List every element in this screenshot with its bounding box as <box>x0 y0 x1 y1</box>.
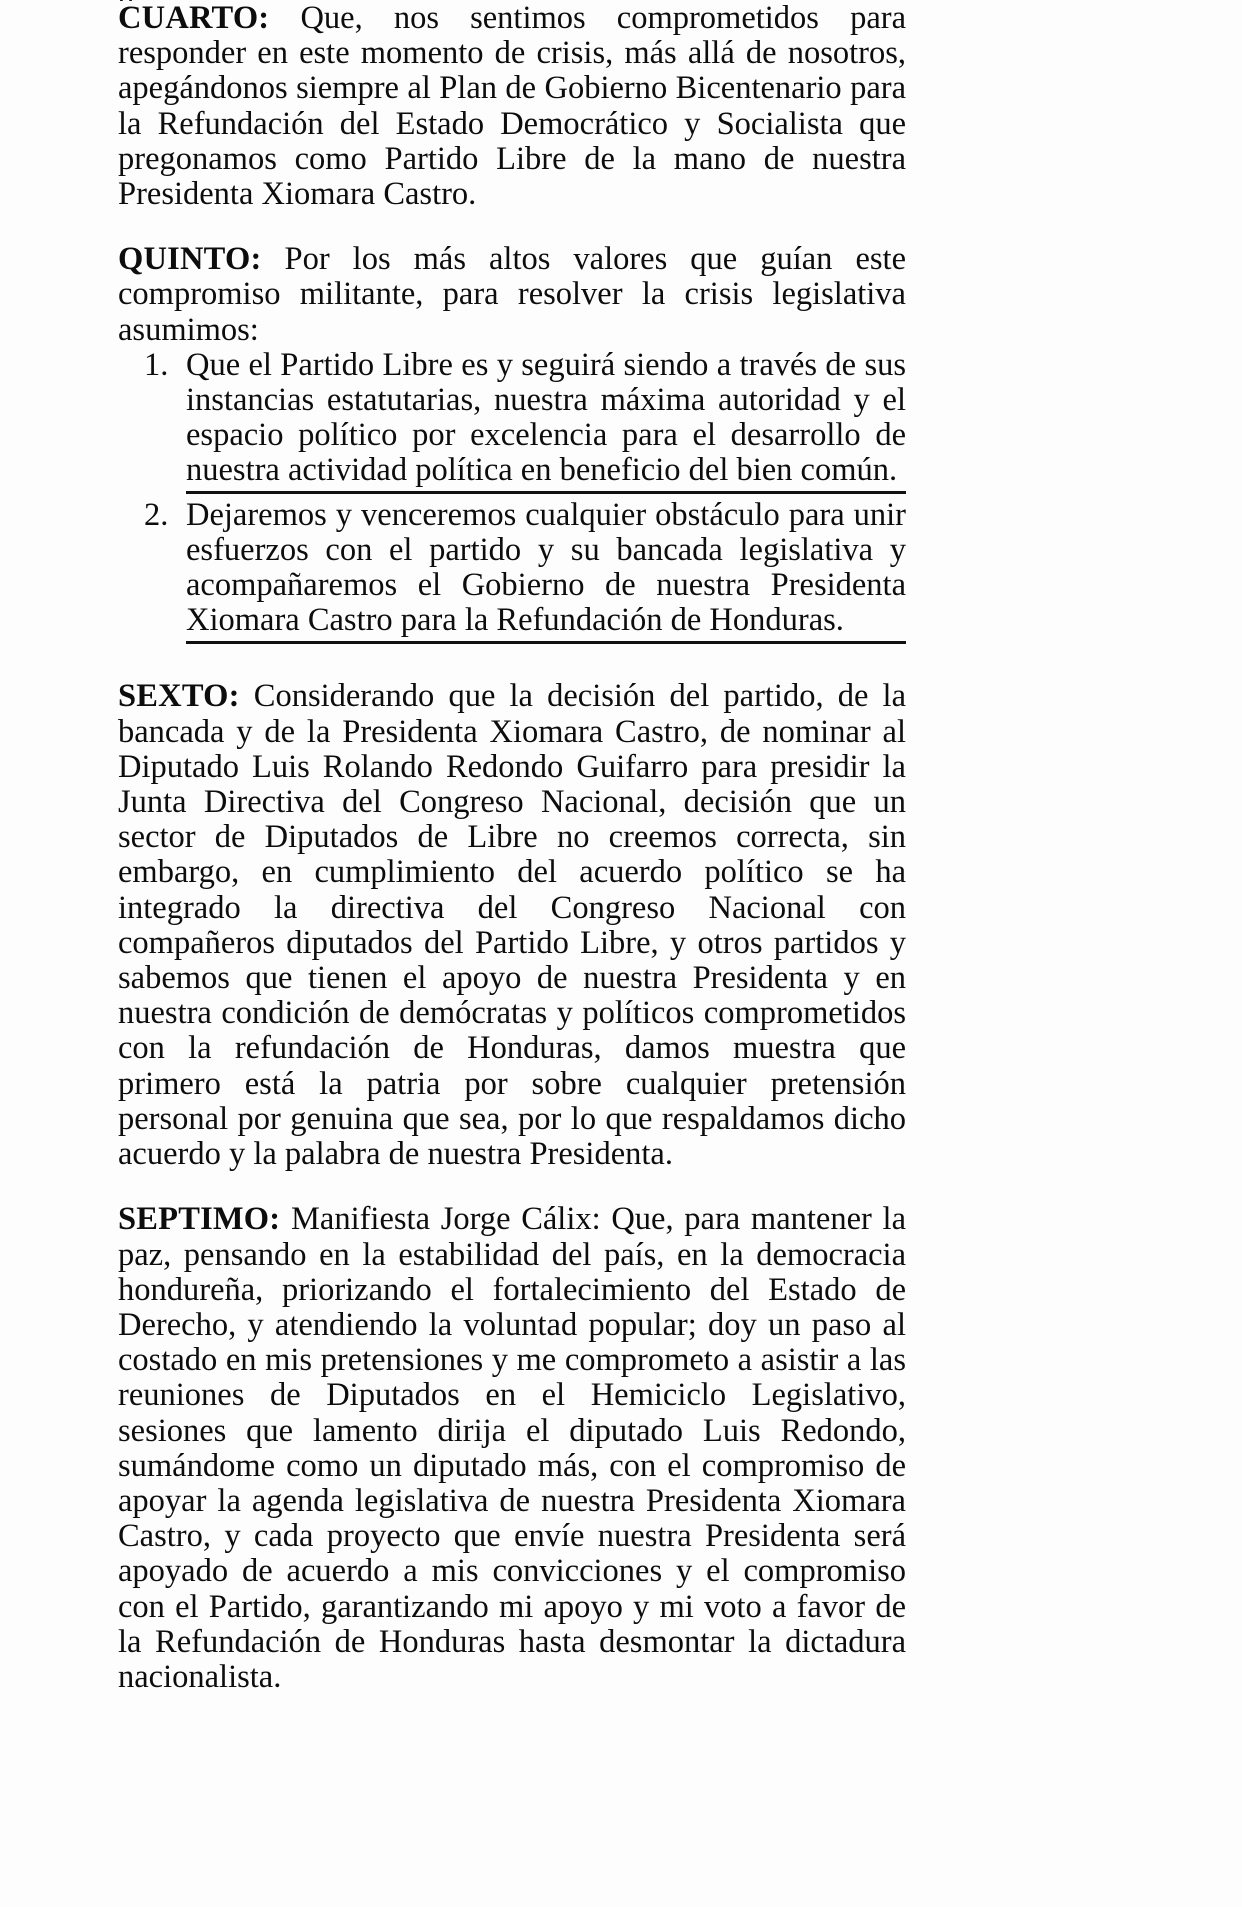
document-text-column <box>118 0 906 1695</box>
list-item <box>118 348 906 489</box>
section-quinto-body: Por los más altos valores que guían este compromiso militante, para resolver la crisis legislativa asumimos: <box>118 241 906 348</box>
section-cuarto-body: Que, nos sentimos comprometidos para responder en este momento de crisis, más allá de nosotros, apegándonos siempre al Plan de Gobierno Bicentenario para la Refundación del Estado Democrático y Socialista que pregonamos como Partido Libre de la mano de nuestra Presidenta Xiomara Castro. <box>118 0 906 213</box>
list-item <box>118 498 906 639</box>
list-item-text: Que el Partido Libre es y seguirá siendo a través de sus instancias estatutarias, nuestra máxima autoridad y el espacio político por excelencia para el desarrollo de nuestra actividad política en beneficio del bien común. <box>186 346 906 489</box>
section-septimo-body: Manifiesta Jorge Cálix: Que, para mantener la paz, pensando en la estabilidad del país, en la democracia hondureña, priorizando el fortalecimiento del Estado de Derecho, y atendiendo la voluntad popular; doy un paso al costado en mis pretensiones y me comprometo a asistir a las reuniones de Diputados en el Hemiciclo Legislativo, sesiones que lamento dirija el diputado Luis Redondo, sumándome como un diputado más, con el compromiso de apoyar la agenda legislativa de nuestra Presidenta Xiomara Castro, y cada proyecto que envíe nuestra Presidenta será apoyado de acuerdo a mis convicciones y el compromiso con el Partido, garantizando mi apoyo y mi voto a favor de la Refundación de Honduras hasta desmontar la dictadura nacionalista. <box>118 1201 906 1695</box>
section-cuarto <box>118 1 906 212</box>
paragraph-spacer <box>118 212 906 242</box>
section-sexto-heading: SEXTO: <box>118 678 240 715</box>
section-quinto <box>118 242 906 348</box>
quinto-numbered-list <box>118 348 906 645</box>
section-sexto-body: Considerando que la decisión del partido, de la bancada y de la Presidenta Xiomara Castro, de nominar al Diputado Luis Rolando Redondo Guifarro para presidir la Junta Directiva del Congreso Nacional, decisión que un sector de Diputados de Libre no creemos correcta, sin embargo, en cumplimiento del acuerdo político se ha integrado la directiva del Congreso Nacional con compañeros diputados del Partido Libre, y otros partidos y sabemos que tienen el apoyo de nuestra Presidenta y en nuestra condición de demócratas y políticos comprometidos con la refundación de Honduras, damos muestra que primero está la patria por sobre cualquier pretensión personal por genuina que sea, por lo que respaldamos dicho acuerdo y la palabra de nuestra Presidenta. <box>118 678 906 1173</box>
list-item-marker: 2. <box>144 496 169 533</box>
paragraph-spacer <box>118 644 906 679</box>
list-item-marker: 1. <box>144 346 169 383</box>
section-quinto-heading: QUINTO: <box>118 241 262 278</box>
section-cuarto-heading: CUARTO: <box>118 0 270 36</box>
section-sexto <box>118 679 906 1172</box>
paragraph-spacer <box>118 1172 906 1202</box>
section-septimo <box>118 1202 906 1695</box>
list-item-text: Dejaremos y venceremos cualquier obstáculo para unir esfuerzos con el partido y su bancada legislativa y acompañaremos el Gobierno de nuestra Presidenta Xiomara Castro para la Refundación de Honduras. <box>186 496 906 639</box>
section-septimo-heading: SEPTIMO: <box>118 1201 281 1238</box>
